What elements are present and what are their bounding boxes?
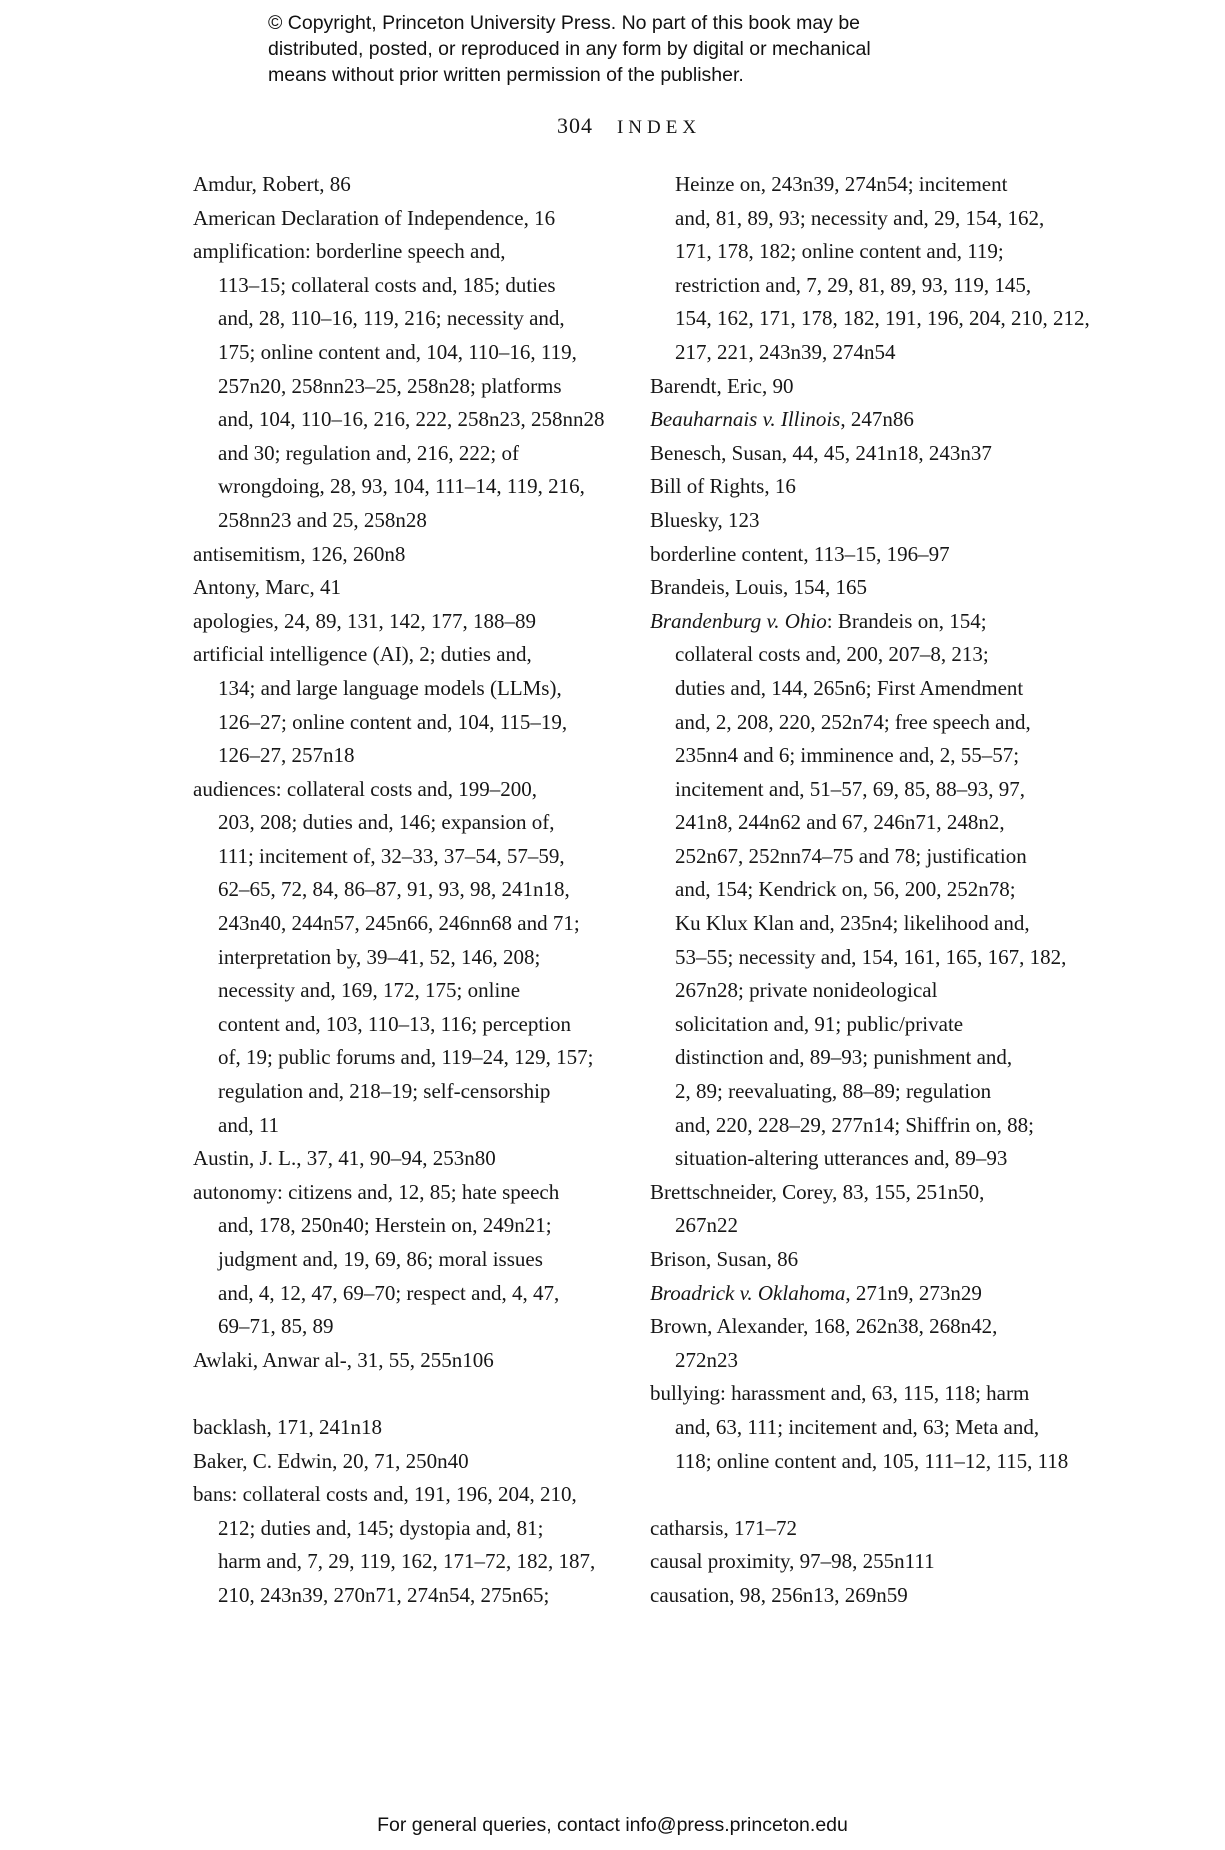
index-line: bullying: harassment and, 63, 115, 118; harm [650, 1381, 1030, 1406]
index-entry [650, 370, 1090, 404]
index-line: 154, 162, 171, 178, 182, 191, 196, 204, 210, 212, [675, 306, 1090, 331]
index-line: and, 104, 110–16, 216, 222, 258n23, 258nn28 [218, 407, 605, 432]
index-line: solicitation and, 91; public/private [675, 1011, 964, 1036]
index-line: 2, 89; reevaluating, 88–89; regulation [675, 1079, 992, 1104]
index-entry [650, 1277, 1090, 1311]
page-number: 304 [556, 113, 593, 138]
index-entry [193, 538, 633, 572]
index-entry [193, 638, 633, 772]
index-line: incitement and, 51–57, 69, 85, 88–93, 97, [675, 776, 1025, 801]
index-entry [193, 202, 633, 236]
index-line: 203, 208; duties and, 146; expansion of, [218, 810, 555, 835]
index-line: Bluesky, 123 [650, 507, 760, 532]
index-line: Antony, Marc, 41 [193, 575, 341, 600]
index-line: Brettschneider, Corey, 83, 155, 251n50, [650, 1179, 985, 1204]
index-line: 267n22 [675, 1213, 738, 1238]
index-line: judgment and, 19, 69, 86; moral issues [218, 1247, 543, 1271]
index-line: 134; and large language models (LLMs), [218, 675, 562, 700]
index-line: causation, 98, 256n13, 269n59 [650, 1582, 908, 1607]
index-entry [650, 1310, 1090, 1377]
index-entry [650, 403, 1090, 437]
index-line: backlash, 171, 241n18 [193, 1414, 382, 1439]
index-column-left [193, 168, 633, 1613]
index-line: American Declaration of Independence, 16 [193, 205, 556, 230]
index-line: 126–27, 257n18 [218, 743, 355, 768]
index-title: INDEX [616, 117, 702, 138]
index-line: bans: collateral costs and, 191, 196, 204, 210, [193, 1482, 577, 1507]
index-group-gap [193, 1377, 633, 1411]
index-line: 118; online content and, 105, 111–12, 115, 118 [675, 1448, 1069, 1473]
copyright-line: distributed, posted, or reproduced in any form by digital or mechanical [268, 38, 871, 60]
index-line: Ku Klux Klan and, 235n4; likelihood and, [675, 911, 1030, 936]
index-entry [650, 605, 1090, 1176]
index-entry [193, 1478, 633, 1612]
index-entry [193, 605, 633, 639]
index-entry [650, 470, 1090, 504]
index-line: interpretation by, 39–41, 52, 146, 208; [218, 944, 541, 969]
index-column-right [650, 168, 1090, 1613]
index-line: and, 2, 208, 220, 252n74; free speech and, [675, 709, 1031, 734]
index-line: 69–71, 85, 89 [218, 1314, 334, 1339]
index-entry [193, 235, 633, 537]
index-line: Heinze on, 243n39, 274n54; incitement [675, 172, 1008, 196]
index-line: 212; duties and, 145; dystopia and, 81; [218, 1515, 544, 1540]
index-line: borderline content, 113–15, 196–97 [650, 541, 950, 566]
index-line: audiences: collateral costs and, 199–200, [193, 776, 538, 801]
footer-contact: For general queries, contact info@press.princeton.edu [377, 1814, 848, 1836]
index-line: autonomy: citizens and, 12, 85; hate speech [193, 1179, 560, 1204]
index-line: Brison, Susan, 86 [650, 1247, 799, 1271]
index-line: 175; online content and, 104, 110–16, 119, [218, 339, 577, 364]
running-head [193, 112, 1065, 143]
index-line: artificial intelligence (AI), 2; duties and, [193, 642, 532, 667]
index-line: Brandenburg v. Ohio: Brandeis on, 154; [650, 608, 987, 633]
index-line: antisemitism, 126, 260n8 [193, 541, 406, 566]
copyright-line: means without prior written permission of the publisher. [268, 64, 744, 86]
index-entry [193, 1344, 633, 1378]
index-line: 217, 221, 243n39, 274n54 [675, 339, 896, 364]
index-line: necessity and, 169, 172, 175; online [218, 978, 521, 1003]
index-line: 241n8, 244n62 and 67, 246n71, 248n2, [675, 810, 1005, 835]
index-line: 126–27; online content and, 104, 115–19, [218, 709, 568, 734]
index-line: Brown, Alexander, 168, 262n38, 268n42, [650, 1314, 998, 1339]
index-line: and, 11 [218, 1112, 280, 1137]
index-line: 243n40, 244n57, 245n66, 246nn68 and 71; [218, 911, 580, 936]
copyright-line: © Copyright, Princeton University Press. No part of this book may be [268, 12, 861, 34]
index-line: 258nn23 and 25, 258n28 [218, 507, 427, 532]
index-line: 235nn4 and 6; imminence and, 2, 55–57; [675, 743, 1020, 768]
index-entry [650, 504, 1090, 538]
index-line: and, 178, 250n40; Herstein on, 249n21; [218, 1213, 552, 1238]
index-line: Baker, C. Edwin, 20, 71, 250n40 [193, 1448, 469, 1473]
index-line: collateral costs and, 200, 207–8, 213; [675, 642, 989, 667]
index-line: and, 4, 12, 47, 69–70; respect and, 4, 47, [218, 1280, 560, 1305]
index-line: 272n23 [675, 1347, 738, 1372]
index-line: wrongdoing, 28, 93, 104, 111–14, 119, 216, [218, 474, 585, 499]
index-line: and, 220, 228–29, 277n14; Shiffrin on, 88; [675, 1112, 1034, 1137]
index-entry [650, 1176, 1090, 1243]
index-entry [650, 168, 1090, 370]
index-line: Broadrick v. Oklahoma, 271n9, 273n29 [650, 1280, 982, 1305]
index-entry [193, 168, 633, 202]
index-line: catharsis, 171–72 [650, 1515, 797, 1540]
index-line: 111; incitement of, 32–33, 37–54, 57–59, [218, 843, 565, 868]
index-line: and, 154; Kendrick on, 56, 200, 252n78; [675, 877, 1016, 902]
index-entry [193, 571, 633, 605]
index-line: of, 19; public forums and, 119–24, 129, 157; [218, 1045, 594, 1070]
index-line: regulation and, 218–19; self-censorship [218, 1079, 551, 1104]
index-entry [193, 1445, 633, 1479]
index-line: Awlaki, Anwar al-, 31, 55, 255n106 [193, 1347, 494, 1372]
index-entry [193, 1411, 633, 1445]
index-line: and 30; regulation and, 216, 222; of [218, 440, 519, 465]
index-line: 257n20, 258nn23–25, 258n28; platforms [218, 373, 562, 398]
index-line: Benesch, Susan, 44, 45, 241n18, 243n37 [650, 440, 992, 465]
index-line: content and, 103, 110–13, 116; perception [218, 1011, 572, 1036]
index-line: Beauharnais v. Illinois, 247n86 [650, 407, 914, 432]
index-line: 252n67, 252nn74–75 and 78; justification [675, 843, 1027, 868]
index-entry [650, 1545, 1090, 1579]
index-line: and, 63, 111; incitement and, 63; Meta and, [675, 1414, 1040, 1439]
index-line: Austin, J. L., 37, 41, 90–94, 253n80 [193, 1146, 496, 1171]
index-entry [650, 1243, 1090, 1277]
index-line: 113–15; collateral costs and, 185; duties [218, 272, 556, 297]
index-line: duties and, 144, 265n6; First Amendment [675, 675, 1024, 700]
index-line: and, 28, 110–16, 119, 216; necessity and, [218, 306, 565, 331]
index-line: 171, 178, 182; online content and, 119; [675, 239, 1004, 264]
index-line: and, 81, 89, 93; necessity and, 29, 154, 162, [675, 205, 1045, 230]
index-line: 267n28; private nonideological [675, 978, 938, 1003]
index-entry [650, 1512, 1090, 1546]
index-entry [193, 773, 633, 1143]
index-line: causal proximity, 97–98, 255n111 [650, 1549, 935, 1574]
index-line: situation-altering utterances and, 89–93 [675, 1146, 1008, 1171]
index-line: restriction and, 7, 29, 81, 89, 93, 119, 145, [675, 272, 1032, 297]
index-entry [650, 437, 1090, 471]
index-line: amplification: borderline speech and, [193, 239, 506, 264]
index-entry [650, 1579, 1090, 1613]
index-line: apologies, 24, 89, 131, 142, 177, 188–89 [193, 608, 536, 633]
index-entry [193, 1142, 633, 1176]
index-line: distinction and, 89–93; punishment and, [675, 1045, 1013, 1070]
index-line: Brandeis, Louis, 154, 165 [650, 575, 867, 600]
index-line: harm and, 7, 29, 119, 162, 171–72, 182, 187, [218, 1549, 596, 1574]
index-line: Amdur, Robert, 86 [193, 172, 351, 196]
index-line: 62–65, 72, 84, 86–87, 91, 93, 98, 241n18, [218, 877, 570, 902]
index-line: Bill of Rights, 16 [650, 474, 796, 499]
index-group-gap [650, 1478, 1090, 1512]
copyright-notice [268, 10, 871, 88]
index-line: 53–55; necessity and, 154, 161, 165, 167, 182, [675, 944, 1067, 969]
index-entry [193, 1176, 633, 1344]
index-entry [650, 1377, 1090, 1478]
index-line: 210, 243n39, 270n71, 274n54, 275n65; [218, 1582, 550, 1607]
index-entry [650, 538, 1090, 572]
index-line: Barendt, Eric, 90 [650, 373, 794, 398]
index-entry [650, 571, 1090, 605]
